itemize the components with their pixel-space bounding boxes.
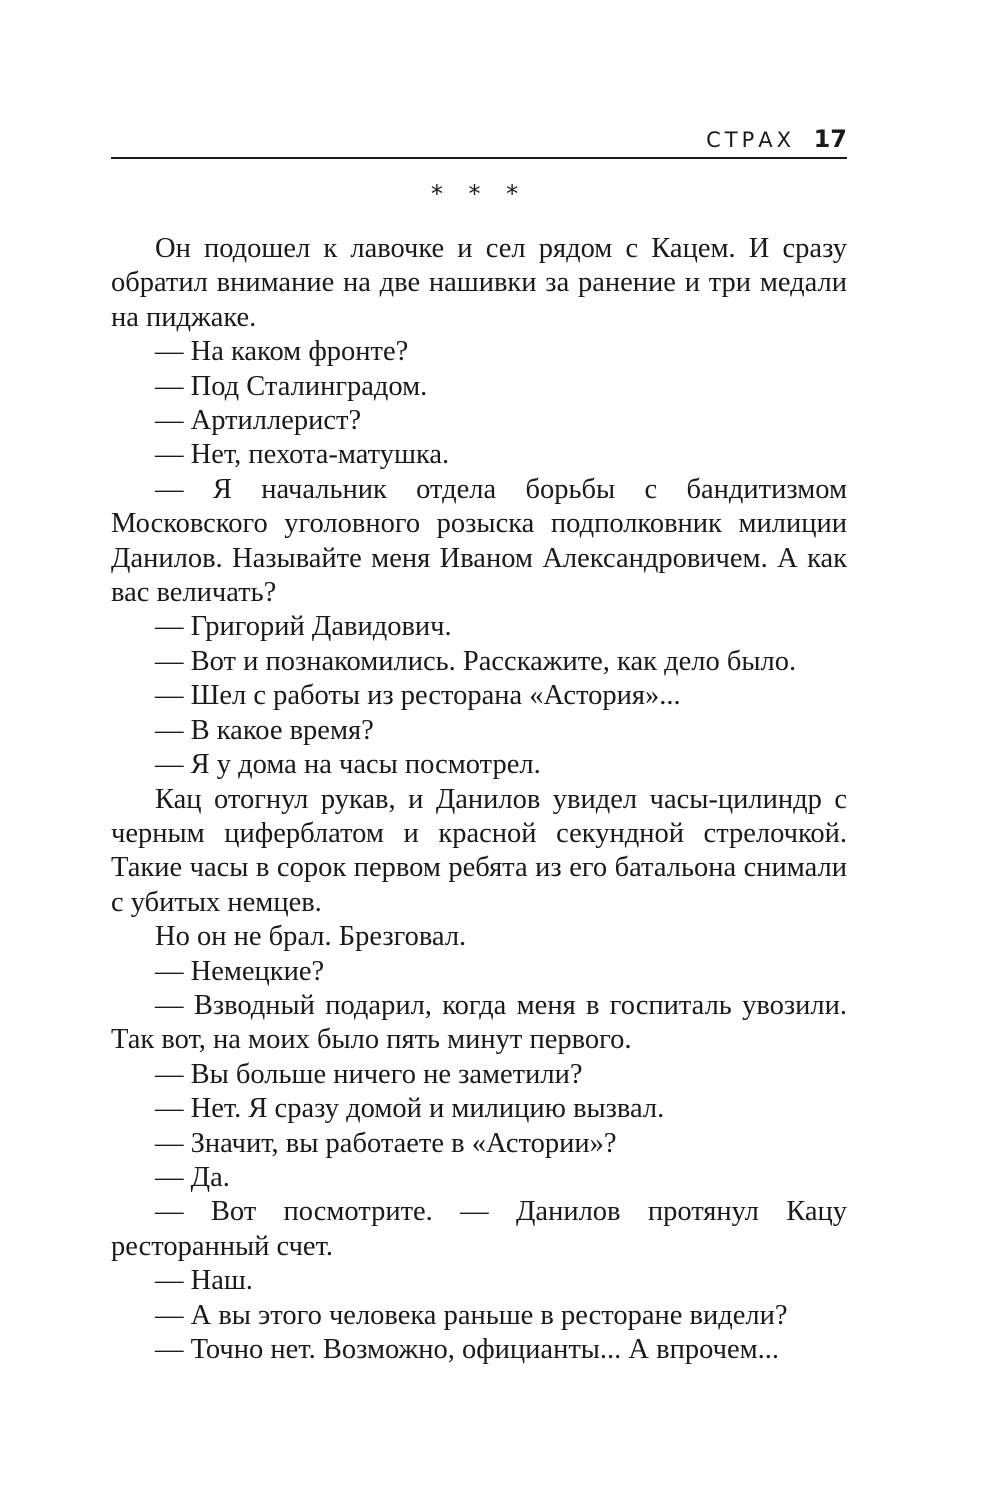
dialogue-line: — Значит, вы работаете в «Астории»? <box>155 1127 617 1159</box>
dialogue-line: — Нет, пехота-матушка. <box>155 439 450 471</box>
page-number: 17 <box>813 125 847 153</box>
dialogue-line: — Да. <box>155 1161 230 1193</box>
section-separator: * * * <box>430 180 528 208</box>
dialogue-line: — Артиллерист? <box>155 405 362 437</box>
running-title: СТРАХ <box>706 128 795 152</box>
dialogue-line: — Наш. <box>155 1265 253 1297</box>
running-header <box>111 125 847 159</box>
dialogue-line: — Немецкие? <box>155 955 325 987</box>
dialogue-line: — Вы больше ничего не заметили? <box>155 1058 583 1090</box>
dialogue-line: — В какое время? <box>155 714 374 746</box>
dialogue-line: — Под Сталинградом. <box>155 370 428 402</box>
paragraph: Но он не брал. Брезговал. <box>155 921 467 953</box>
dialogue-line: — Точно нет. Возможно, официанты... А впрочем... <box>155 1334 780 1365</box>
paragraph: Он подошел к лавочке и сел рядом с Кацем. И сразу обратил внимание на две нашивки за ранение и три медали на пиджаке. <box>111 233 847 333</box>
paragraph: Кац отогнул рукав, и Данилов увидел часы-цилиндр с черным циферблатом и красной секундной стрелочкой. Такие часы в сорок первом ребята из его батальона снимали с убитых немцев. <box>111 783 847 918</box>
dialogue-line: — Нет. Я сразу домой и милицию вызвал. <box>155 1093 665 1125</box>
dialogue-line: — Я начальник отдела борьбы с бандитизмом Московского уголовного розыска подполковник милиции Данилов. Называйте меня Иваном Александровичем. А как вас величать? <box>111 473 847 609</box>
dialogue-line: — Григорий Давидович. <box>155 611 452 643</box>
dialogue-line: — Я у дома на часы посмотрел. <box>155 749 541 781</box>
body-text <box>111 232 847 1367</box>
dialogue-line: — Взводный подарил, когда меня в госпиталь увозили. Так вот, на моих было пять минут первого. <box>111 989 847 1056</box>
dialogue-line: — Шел с работы из ресторана «Астория»... <box>155 680 681 712</box>
dialogue-line: — На каком фронте? <box>155 336 409 368</box>
dialogue-line: — А вы этого человека раньше в ресторане видели? <box>155 1299 788 1331</box>
dialogue-line: — Вот посмотрите. — Данилов протянул Кацу ресторанный счет. <box>111 1196 847 1262</box>
dialogue-line: — Вот и познакомились. Расскажите, как дело было. <box>155 645 797 677</box>
